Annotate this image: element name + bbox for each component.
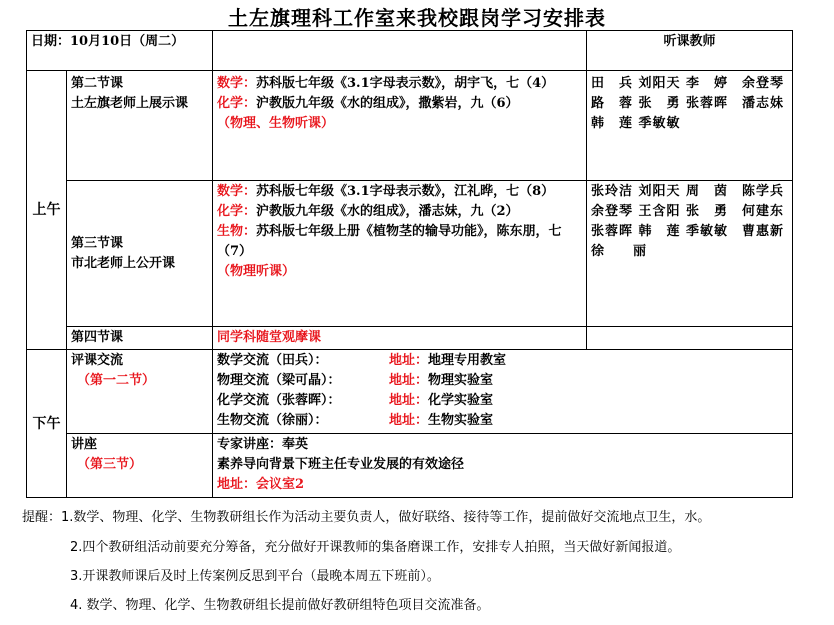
teachers-cell (587, 327, 793, 350)
exchange-item: 数学交流（田兵）： 地址：地理专用教室 (217, 353, 507, 368)
table-row (27, 71, 793, 181)
exchange-cell (213, 350, 793, 434)
period-cell: 第四节课 (67, 327, 213, 350)
note-item: 4. 数学、物理、化学、生物教研组长提前做好教研组特色项目交流准备。 (70, 598, 490, 613)
period-desc: 市北老师上公开课 (71, 255, 176, 271)
session-time: （第一二节） (77, 373, 156, 388)
lesson-cell (213, 71, 587, 181)
lecture-cell (213, 434, 793, 498)
page-title: 土左旗理科工作室来我校跟岗学习安排表 (228, 6, 606, 30)
date-cell: 日期：10月10日（周二） (27, 31, 213, 71)
table-row (27, 350, 793, 434)
header-row (27, 31, 793, 71)
session-time: （第三节） (77, 457, 143, 472)
session-cell (67, 350, 213, 434)
lecture-line: 专家讲座：奉英 (217, 437, 309, 452)
table-row (27, 434, 793, 498)
lesson-item: 生物：苏科版七年级上册《植物茎的输导功能》，陈东朋，七（7） (217, 224, 562, 259)
note-item: 提醒：1.数学、物理、化学、生物教研组长作为活动主要负责人，做好联络、接待等工作，提前做好交流地点卫生，水。 (22, 510, 711, 525)
session-cell (67, 434, 213, 498)
morning-label: 上午 (27, 71, 67, 350)
period-name: 第三节课 (71, 235, 124, 251)
lesson-item: 化学：沪教版九年级《水的组成》，撒紫岩，九（6） (217, 96, 519, 111)
teachers-line: 徐 丽 (591, 244, 648, 259)
period-name: 第二节课 (71, 76, 124, 91)
table-row (27, 181, 793, 327)
lesson-note: （物理听课） (217, 264, 296, 279)
lecture-address: 地址：会议室2 (217, 477, 305, 492)
notes-section (22, 508, 830, 625)
lesson-note: （物理、生物听课） (217, 116, 335, 131)
period-desc: 土左旗老师上展示课 (71, 96, 189, 111)
exchange-item: 物理交流（梁可晶）： 地址：物理实验室 (217, 373, 494, 388)
note-item: 3.开课教师课后及时上传案例反思到平台（最晚本周五下班前）。 (70, 569, 440, 584)
note-item: 2.四个教研组活动前要充分筹备，充分做好开课教师的集备磨课工作，安排专人拍照，当天做好新闻报道。 (70, 540, 681, 555)
lesson-cell: 同学科随堂观摩课 (213, 327, 587, 350)
session-title: 评课交流 (71, 353, 124, 368)
schedule-table (26, 30, 793, 498)
period-cell (67, 181, 213, 327)
teachers-line: 余登琴 王含阳 张 勇 何建东 (591, 204, 785, 219)
lesson-item: 化学：沪教版九年级《水的组成》，潘志妹，九（2） (217, 204, 519, 219)
table-row (27, 327, 793, 350)
lesson-item: 数学：苏科版七年级《3.1字母表示数》，江礼晔，七（8） (217, 184, 555, 199)
content-header-cell (213, 31, 587, 71)
exchange-item: 生物交流（徐丽）： 地址：生物实验室 (217, 413, 494, 428)
lesson-cell (213, 181, 587, 327)
teachers-line: 张玲洁 刘阳天 周 茵 陈学兵 (591, 184, 785, 199)
teachers-cell (587, 181, 793, 327)
lecture-line: 素养导向背景下班主任专业发展的有效途径 (217, 457, 465, 472)
period-cell (67, 71, 213, 181)
exchange-item: 化学交流（张蓉晖）： 地址：化学实验室 (217, 393, 494, 408)
teachers-cell: 田 兵 刘阳天 李 婷 余登琴 路 蓉 张 勇 张蓉晖 潘志妹韩 莲 季敏敏 (587, 71, 793, 181)
lesson-item: 数学：苏科版七年级《3.1字母表示数》，胡宇飞，七（4） (217, 76, 555, 91)
teachers-header-cell: 听课教师 (587, 31, 793, 71)
afternoon-label: 下午 (27, 350, 67, 498)
teachers-line: 张蓉晖 韩 莲 季敏敏 曹惠新 (591, 224, 785, 239)
session-title: 讲座 (71, 437, 98, 452)
